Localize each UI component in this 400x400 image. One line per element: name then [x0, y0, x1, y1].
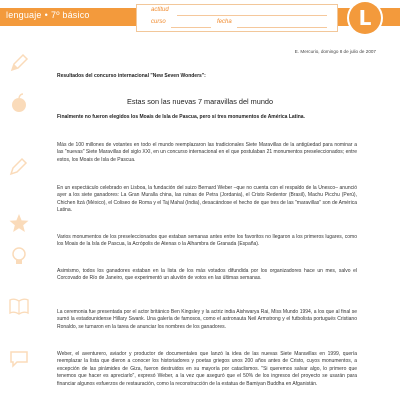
header-title [6, 10, 90, 20]
notebook-rule [237, 27, 327, 28]
pencil-icon [8, 155, 30, 177]
article-paragraph: Weber, el aventurero, aviador y productor de documentales que lanzó la idea de las nuevas Siete Maravillas en 1999, quería reemplazar la lista que dieron a conocer los historiadores y poetas griegos unos 200 años antes de Cristo, cuyos monumentos, a excepción de las pirámides de Giza, fueron destruidos en su mayoría por cataclismos. "Si queremos salvar algo, lo primero que tenemos que hacer es apreciarlo", expresó Weber, a la vez que aseguró que el 50% de los ingresos del proyecto se usarán para financiar algunos esfuerzos de restauración, como la reconstrucción de la estatua de Bamiyan Buddha en Afganistán. [57, 351, 357, 387]
speech-bubble-icon [8, 348, 30, 370]
subject-logo [349, 2, 381, 34]
notebook-label-curso: curso [151, 19, 166, 25]
star-icon [8, 212, 30, 234]
notebook-rule [177, 15, 327, 16]
lightbulb-icon [8, 245, 30, 267]
grade-label: 7º básico [51, 10, 90, 20]
open-book-icon [8, 295, 30, 317]
article-headline: Estas son las nuevas 7 maravillas del mundo [126, 97, 273, 106]
publication-date: E. Mercurio, domingo 8 de julio de 2007 [294, 49, 376, 54]
page-header [0, 0, 400, 34]
article-paragraph: La ceremonia fue presentada por el actor británico Ben Kingsley y la actriz india Aishwarya Rai, Miss Mundo 1994, a los que al final se sumó la estadounidense Hillary Swank. Una galería de famosos, como el astronauta Neil Armstrong y el futbolista portugués Cristiano Ronaldo, se turnaron en la tarea de anunciar los nombres de los ganadores. [57, 309, 357, 330]
subject-label: lenguaje [6, 10, 42, 20]
notebook-label-fecha: fecha [217, 19, 232, 25]
pencil-icon [8, 52, 30, 74]
article-paragraph: Asimismo, todos los ganadores estaban en la lista de los más votados difundida por los organizadores hace un mes, salvo el Corcovado de Río de Janeiro, que experimentó un aluvión de votos en las últimas semanas. [57, 268, 357, 282]
bullet-separator: • [44, 10, 48, 20]
article-paragraph: Varios monumentos de los preseleccionados que estaban semanas antes entre los favoritos no llegaron a los primeros lugares, como los Moais de la Isla de Pascua, la Acrópolis de Atenas o la Alhambra de Granada (España). [57, 234, 357, 248]
notebook-label-actitud: actitud [151, 7, 169, 13]
logo-letter: L [358, 6, 372, 30]
document-subtitle: Resultados del concurso internacional "New Seven Wonders": [57, 73, 206, 79]
notebook-card [136, 4, 338, 32]
article-paragraph: Más de 100 millones de votantes en todo el mundo reemplazaron las tradicionales Siete Maravillas de la antigüedad para nominar a las "nuevas" Siete Maravillas del siglo XXI, en un concurso internacional en el que postulaban 21 monumentos preseleccionados; entre estos, los Moais de Isla de Pascua. [57, 142, 357, 163]
article-lead: Finalmente no fueron elegidos los Moais de Isla de Pascua, pero sí tres monumentos de América Latina. [57, 114, 305, 120]
article-paragraph: En un espectáculo celebrado en Lisboa, la fundación del suizo Bernard Weber –que no cuenta con el respaldo de la Unesco– anunció ayer a los siete ganadores: La Gran Muralla china, las ruinas de Petra (Jordania), el Cristo Redentor (Brasil), Machu Picchu (Perú), Chichen Itzá (México), el Coliseo de Roma y el Taj Mahal (India), desacándose el hecho de que tres de las "maravillas" son de América Latina. [57, 185, 357, 214]
notebook-rule [171, 27, 211, 28]
